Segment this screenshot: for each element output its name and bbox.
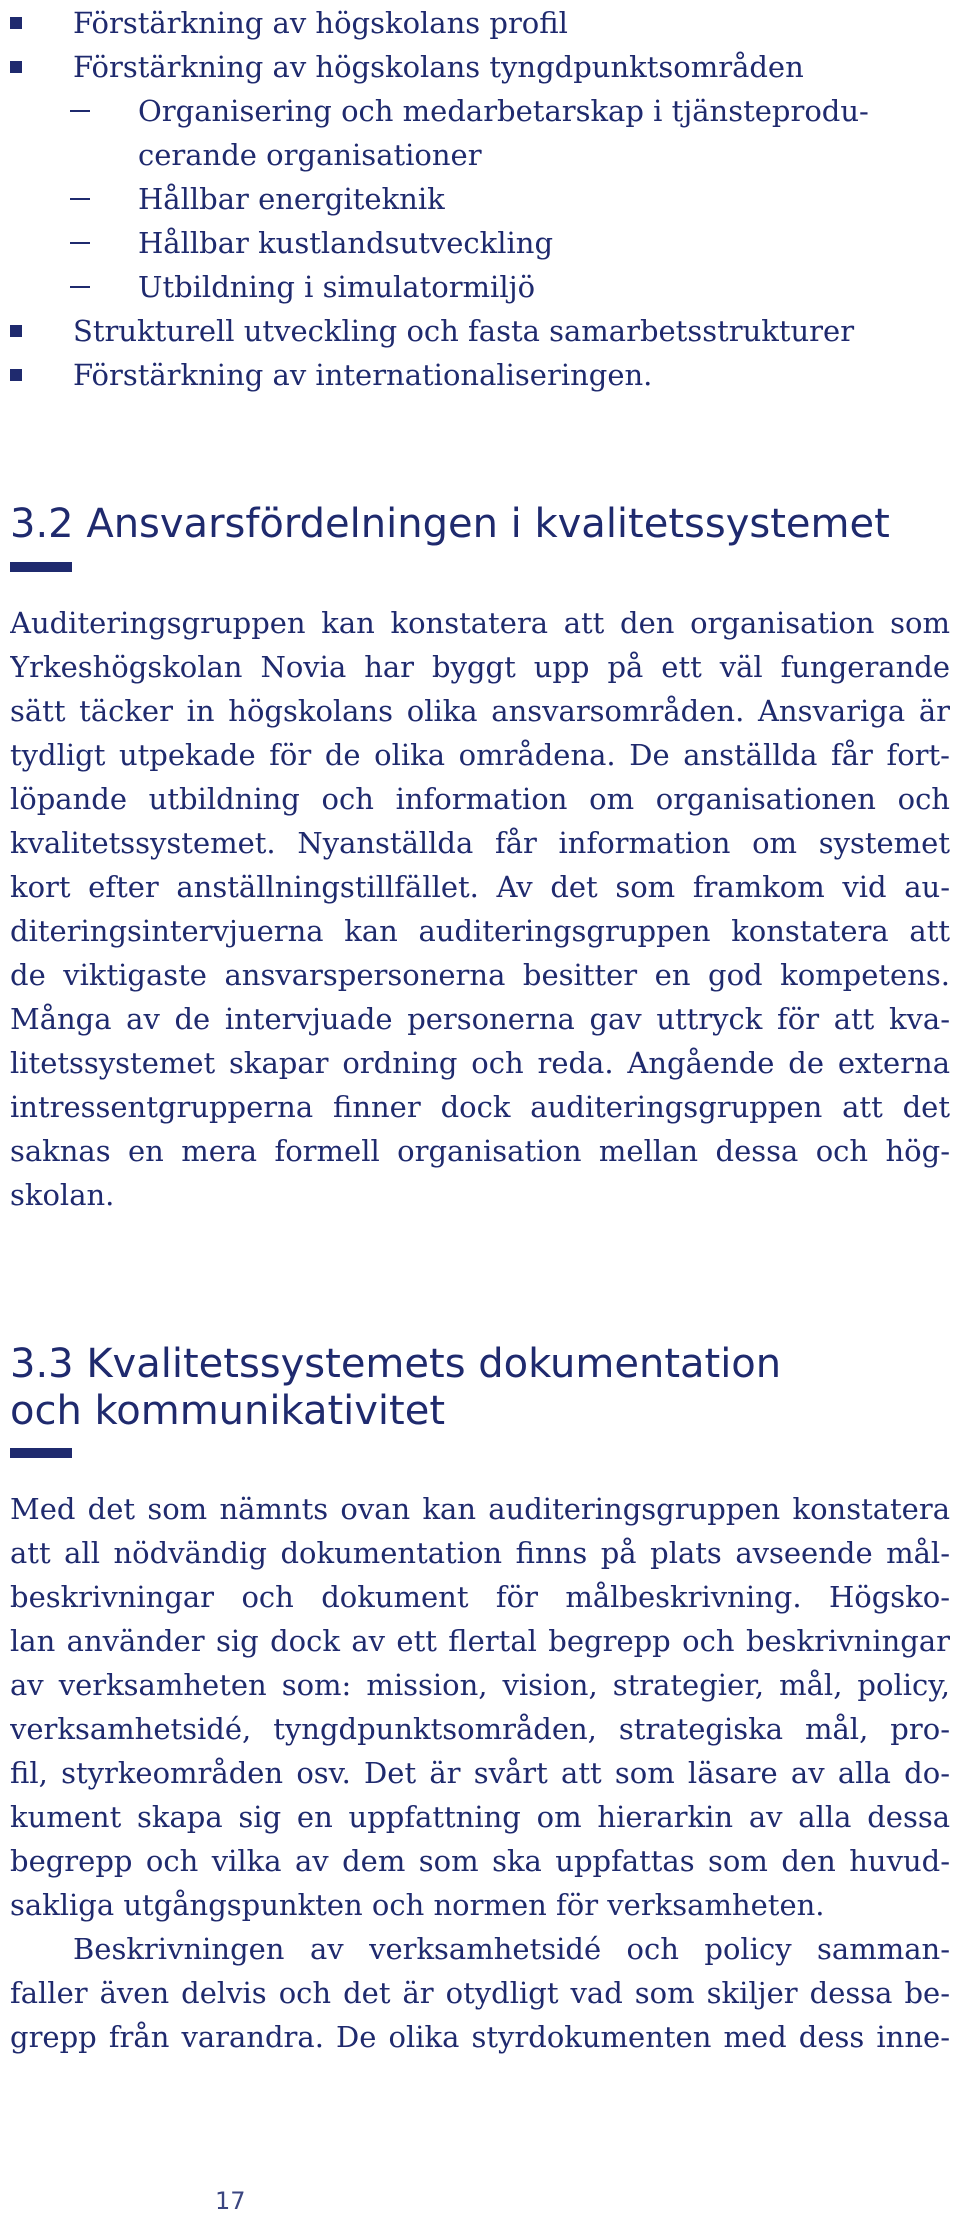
list-item-text: Utbildning i simulatormiljö (138, 270, 536, 304)
list-item-text: cerande organisationer (138, 138, 482, 172)
paragraph-line: sätt täcker in högskolans olika ansvarsområden. Ansvariga är (10, 694, 950, 728)
dash-bullet-icon (70, 198, 90, 200)
paragraph-line: beskrivningar och dokument för målbeskrivning. Högsko- (10, 1580, 950, 1614)
paragraph-line: faller även delvis och det är otydligt vad som skiljer dessa be- (10, 1976, 950, 2010)
list-item-text: Organisering och medarbetarskap i tjänsteprodu- (138, 94, 869, 128)
sub-list-item (0, 220, 960, 266)
square-bullet-icon (10, 325, 22, 337)
heading-underline-bar (10, 562, 72, 572)
paragraph-line: intressentgrupperna finner dock auditeringsgruppen att det (10, 1090, 950, 1124)
paragraph-line: av verksamheten som: mission, vision, strategier, mål, policy, (10, 1668, 950, 1702)
square-bullet-icon (10, 17, 22, 29)
list-item (0, 352, 960, 398)
square-bullet-icon (10, 61, 22, 73)
paragraph-line: kument skapa sig en uppfattning om hierarkin av alla dessa (10, 1800, 950, 1834)
paragraph-line: grepp från varandra. De olika styrdokumenten med dess inne- (10, 2020, 950, 2054)
paragraph-line: Yrkeshögskolan Novia har byggt upp på ett väl fungerande (10, 650, 950, 684)
sub-list-item-continuation (0, 132, 960, 178)
list-item (0, 44, 960, 90)
sub-list-item (0, 88, 960, 134)
paragraph-line: lan använder sig dock av ett flertal begrepp och beskrivningar (10, 1624, 950, 1658)
list-item-text: Förstärkning av högskolans tyngdpunktsområden (73, 50, 804, 84)
paragraph-line: begrepp och vilka av dem som ska uppfattas som den huvud- (10, 1844, 950, 1878)
page-number: 17 (215, 2187, 246, 2215)
list-item-text: Förstärkning av internationaliseringen. (73, 358, 653, 392)
square-bullet-icon (10, 369, 22, 381)
paragraph-line: diteringsintervjuerna kan auditeringsgruppen konstatera att (10, 914, 950, 948)
sub-list-item (0, 176, 960, 222)
paragraph-line: litetssystemet skapar ordning och reda. Angående de externa (10, 1046, 950, 1080)
paragraph-line: skolan. (10, 1178, 115, 1212)
paragraph-line: Auditeringsgruppen kan konstatera att den organisation som (10, 606, 950, 640)
list-item-text: Förstärkning av högskolans profil (73, 6, 568, 40)
paragraph-line: de viktigaste ansvarspersonerna besitter en god kompetens. (10, 958, 950, 992)
dash-bullet-icon (70, 286, 90, 288)
paragraph-line: Beskrivningen av verksamhetsidé och policy samman- (73, 1932, 950, 1966)
paragraph-line: fil, styrkeområden osv. Det är svårt att som läsare av alla do- (10, 1756, 950, 1790)
list-item-text: Hållbar energiteknik (138, 182, 445, 216)
section-heading: 3.2 Ansvarsfördelningen i kvalitetssystemet (10, 501, 890, 547)
paragraph-line: Många av de intervjuade personerna gav uttryck för att kva- (10, 1002, 950, 1036)
section-heading: och kommunikativitet (10, 1388, 446, 1434)
sub-list-item (0, 264, 960, 310)
list-item-text: Hållbar kustlandsutveckling (138, 226, 554, 260)
paragraph-line: verksamhetsidé, tyngdpunktsområden, strategiska mål, pro- (10, 1712, 950, 1746)
paragraph-line: tydligt utpekade för de olika områdena. De anställda får fort- (10, 738, 950, 772)
paragraph-line: att all nödvändig dokumentation finns på plats avseende mål- (10, 1536, 950, 1570)
section-heading: 3.3 Kvalitetssystemets dokumentation (10, 1341, 782, 1387)
paragraph-line: saknas en mera formell organisation mellan dessa och hög- (10, 1134, 950, 1168)
paragraph-line: kvalitetssystemet. Nyanställda får information om systemet (10, 826, 950, 860)
heading-underline-bar (10, 1448, 72, 1458)
dash-bullet-icon (70, 110, 90, 112)
list-item-text: Strukturell utveckling och fasta samarbetsstrukturer (73, 314, 855, 348)
paragraph-line: kort efter anställningstillfället. Av det som framkom vid au- (10, 870, 950, 904)
paragraph-line: Med det som nämnts ovan kan auditeringsgruppen konstatera (10, 1492, 950, 1526)
list-item (0, 0, 960, 46)
paragraph-line: sakliga utgångspunkten och normen för verksamheten. (10, 1888, 825, 1922)
list-item (0, 308, 960, 354)
dash-bullet-icon (70, 242, 90, 244)
paragraph-line: löpande utbildning och information om organisationen och (10, 782, 950, 816)
